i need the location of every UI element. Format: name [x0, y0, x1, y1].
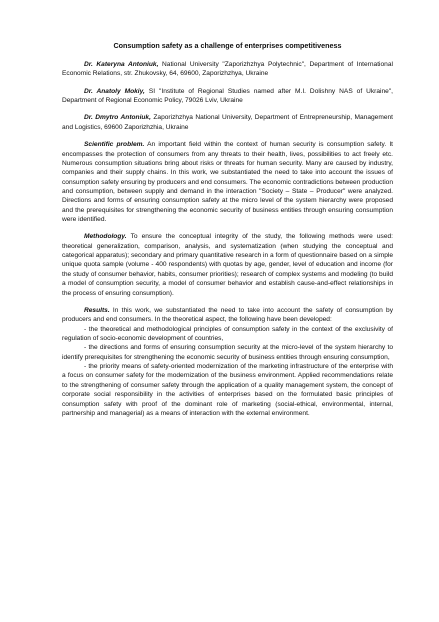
author-block-2 [62, 87, 393, 106]
section-results [62, 306, 393, 325]
results-bullet-1: - the theoretical and methodological principles of consumption safety in the context of the exclusivity of regulation of socio-economic development of countries, [62, 325, 393, 342]
author-block-3 [62, 113, 393, 132]
results-bullet-2: - the directions and forms of ensuring consumption security at the micro-level of the system hierarchy to identify prerequisites for strengthening the economic security of business entities through ensuring consumption, [62, 344, 393, 361]
section-text: To ensure the conceptual integrity of the study, the following methods were used: theoretical generalization, comparison, analysis, and systematization (when studying the conceptual and categorical apparatus); secondary and primary quantitative research in a form of questionnaire based on a simple unique quota sample (volume - 400 respondents) with quotas by age, gender, level of education and income (for the study of consumer behavior, habits, consumer priorities); research of complex systems and modeling (to build a model of consumption security, a model of consumer behavior and establish cause-and-effect relationships in the process of ensuring consumption). [62, 233, 393, 297]
section-text: In this work, we substantiated the need to take into account the safety of consumption by producers and end consumers. In the theoretical aspect, the following have been developed: [62, 306, 393, 324]
section-text: An important field within the context of human security is consumption safety. It encompasses the protection of consumers from any threats to their health, lives, possibilities to act freely etc. Numerous consumption situations bring about risks or threats for human security. Many are caused by industry, companies and their supply chains. In this work, we substantiated the need to take into account the issues of consumption safety ensuring by producers and end consumers. The economic contradictions between production and consumption, between supply and demand in the interaction "Society – State – Producer" were analyzed. Directions and forms of ensuring consumption safety at the micro level of the system hierarchy were proposed and the prerequisites for strengthening the economic security of business entities through ensuring consumption were identified. [62, 141, 393, 224]
author-affiliation: National University "Zaporizhzhya Polytechnic", Department of International Economic Relations, str. Zhukovsky, 64, 69600, Zaporizhzhya, Ukraine [62, 61, 393, 78]
author-affiliation: Zaporizhzhya National University, Department of Entrepreneurship, Management and Logistics, 69600 Zaporizhzhia, Ukraine [62, 114, 393, 131]
section-methodology [62, 232, 393, 298]
section-heading: Methodology. [84, 233, 127, 241]
document-page [62, 41, 393, 418]
author-affiliation: SI "Institute of Regional Studies named after M.I. Dolishny NAS of Ukraine", Department of Regional Economic Policy, 79026 Lviv, Ukraine [62, 87, 394, 105]
results-bullet-3: - the priority means of safety-oriented modernization of the marketing infrastructure of the enterprise with a focus on consumer safety for the modernization of the business environment. Applied recommendations relate to the strengthening of consumer safety through the application of a quality management system, the concept of corporate social responsibility in the activities of enterprises based on the formulated basic principles of consumption safety with proof of the dominant role of marketing (social-ethical, environmental, internal, partnership and managerial) as a means of interaction with the external environment. [62, 363, 393, 417]
paper-title: Consumption safety as a challenge of enterprises competitiveness [113, 41, 342, 50]
section-heading: Scientific problem. [84, 141, 145, 149]
section-scientific-problem [62, 140, 393, 224]
author-name: Dr. Kateryna Antoniuk, [84, 61, 159, 68]
author-name: Dr. Anatoly Mokiy, [84, 87, 145, 95]
section-heading: Results. [84, 306, 110, 314]
author-block-1 [62, 60, 393, 79]
author-name: Dr. Dmytro Antoniuk, [84, 114, 151, 122]
